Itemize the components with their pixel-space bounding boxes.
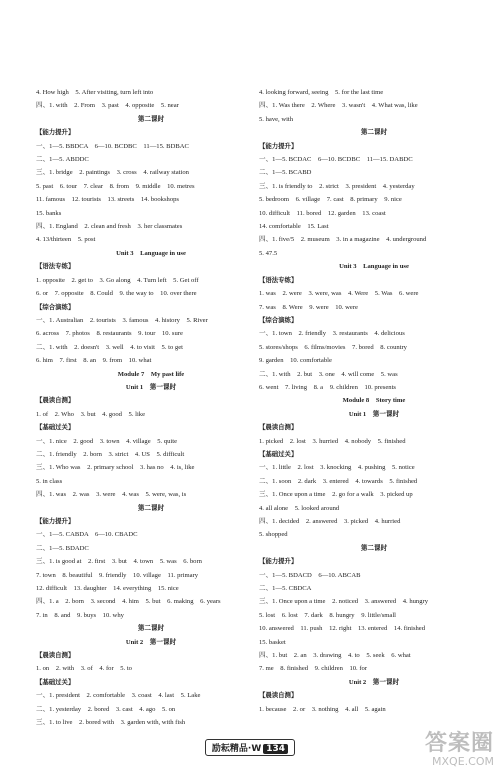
answer-line: 5. 47.5 [259,249,278,257]
answer-line: Unit 3 Language in use [116,249,186,257]
answer-line: 四、1. but 2. an 3. drawing 4. to 5. seek 6. what [259,652,411,660]
answer-line: 4. all alone 5. looked around [259,504,340,512]
answer-line: 【能力提升】 [36,128,75,137]
answer-line: 7. in 8. and 9. buys 10. why [36,611,124,619]
answer-line: 三、1. Once upon a time 2. go for a walk 3. picked up [259,491,413,499]
answer-line: 15. banks [36,209,62,217]
answer-line: 一、1. town 2. friendly 3. restaurants 4. delicious [259,330,405,338]
answer-line: 四、1. decided 2. answered 3. picked 4. hurried [259,518,401,525]
brand-badge [205,739,295,756]
answer-line: 6. went 7. living 8. a 9. children 10. presents [259,383,396,391]
answer-line: 二、1—5. ABDDC [36,156,89,164]
answer-line: 一、1. nice 2. good 3. town 4. village 5. quite [36,437,178,445]
answer-line: 5. shopped [259,531,288,539]
watermark-text: 答案圈 [424,731,494,756]
answer-line: 第二课时 [360,544,388,552]
answer-line: 5. bedroom 6. village 7. cast 8. primary 9. nice [259,196,402,204]
answer-line: 二、1—5. BDADC [36,544,89,552]
answer-line: 四、1. England 2. clean and fresh 3. her classmates [36,223,183,231]
answer-line: 5. in class [36,477,63,485]
answer-line: Module 8 Story time [342,397,406,405]
answer-line: 【基础过关】 [259,449,298,458]
answer-line: 三、1. Who was 2. primary school 3. has no 4. is, like [36,464,195,472]
answer-line: Unit 3 Language in use [339,263,409,271]
answer-line: 4. 13/thirteen 5. post [36,236,96,244]
answer-line: 10. difficult 11. bored 12. garden 13. coast [259,209,386,217]
answer-line: 5. past 6. tour 7. clear 8. from 9. middle 10. metres [36,182,195,190]
answer-line: 第二课时 [137,115,165,123]
answer-line: 第二课时 [360,129,388,137]
answer-line: 【晨读自测】 [36,396,75,405]
answer-line: 1. was 2. were 3. were, was 4. Were 5. Was 6. were [259,290,419,298]
answer-line: 14. comfortable 15. Last [259,223,329,231]
answer-line: 6. him 7. first 8. an 9. from 10. what [36,357,152,365]
answer-line: 【语法专练】 [36,262,75,271]
answer-line: 二、1. yesterday 2. bored 3. cast 4. ago 5. on [36,705,176,713]
answer-line: 三、1. is good at 2. first 3. but 4. town 5. was 6. born [36,558,202,566]
answer-line: 【晨读自测】 [36,651,75,660]
answer-line: 二、1. with 2. but 3. one 4. will come 5. was [259,370,398,378]
answer-line: 一、1. little 2. lost 3. knocking 4. pushing 5. notice [259,464,415,472]
answer-line: 6. across 7. photos 8. restaurants 9. tour 10. sure [36,330,183,338]
answer-line: 第二课时 [137,625,165,633]
answer-line: 【晨读自测】 [259,423,298,432]
watermark-url: MXQE.COM [432,755,494,768]
answer-line: 三、1. Once upon a time 2. noticed 3. answered 4. hungry [259,598,429,606]
page-number: 134 [263,744,288,754]
answer-line: 一、1—5. CABDA 6—10. CBADC [36,531,138,539]
answer-line: 二、1—5. CBDCA [259,585,312,593]
answer-line: 【晨读自测】 [259,691,298,700]
answer-line: 三、1. is friendly to 2. strict 3. president 4. yesterday [259,182,415,190]
answer-line: 【能力提升】 [259,141,298,150]
answer-line: 【基础过关】 [36,423,75,432]
answer-line: 11. famous 12. tourists 13. streets 14. bookshops [36,196,179,204]
answer-line: Unit 1 第一课时 [348,410,400,418]
answer-line: Module 7 My past life [117,370,185,378]
answer-line: 10. answered 11. push 12. right 13. entered 14. finished [259,625,426,633]
answer-line: 三、1. to live 2. bored with 3. garden with, with fish [36,719,186,727]
answer-line: 7. town 8. beautiful 9. friendly 10. village 11. primary [36,571,199,579]
right-answer-column [259,86,489,716]
answer-line: 四、1. with 2. From 3. past 4. opposite 5. near [36,102,179,110]
answer-line: 四、1. a 2. born 3. second 4. him 5. but 6. making 6. years [36,598,221,606]
answer-line: 一、1. president 2. comfortable 3. coast 4. last 5. Lake [36,692,201,700]
answer-line: 1. of 2. Who 3. but 4. good 5. like [36,410,146,418]
brand-name: 励耘精品·W [211,744,262,754]
answer-line: 一、1—5. BDACD 6—10. ABCAB [259,571,361,579]
answer-line: Unit 2 第一课时 [125,638,177,646]
answer-line: 1. on 2. with 3. of 4. for 5. to [36,665,132,673]
answer-line: 12. difficult 13. daughter 14. everything 15. nice [36,585,179,593]
answer-line: 7. was 8. Were 9. were 10. were [259,303,358,311]
answer-line: 【能力提升】 [36,517,75,525]
watermark [425,732,494,768]
answer-line: 1. opposite 2. get to 3. Go along 4. Turn left 5. Get off [36,276,199,284]
answer-line: 四、1. Was there 2. Where 3. wasn't 4. What was, like [259,102,418,110]
answer-line: 9. garden 10. comfortable [259,357,332,365]
answer-line: 一、1—5. BBDCA 6—10. BCDBC 11—15. BDBAC [36,142,189,150]
answer-line: 四、1. five/5 2. museum 3. in a magazine 4. underground [259,236,427,244]
answer-line: 【能力提升】 [259,557,298,566]
answer-line: 4. looking forward, seeing 5. for the last time [259,89,384,96]
answer-line: Unit 2 第一课时 [348,678,400,686]
answer-line: 一、1—5. BCDAC 6—10. BCDBC 11—15. DABDC [259,156,413,164]
answer-line: Unit 1 第一课时 [125,383,177,391]
answer-line: 二、1—5. BCABD [259,169,312,177]
answer-line: 二、1. with 2. doesn't 3. well 4. to visit 5. to get [36,343,183,351]
answer-line: 4. How high 5. After visiting, turn left into [36,89,154,96]
answer-line: 第二课时 [137,504,165,512]
left-answer-column [36,86,266,730]
answer-line: 一、1. Australian 2. tourists 3. famous 4. history 5. River [36,316,208,324]
answer-line: 【综合演练】 [259,315,298,324]
answer-line: 7. me 8. finished 9. children 10. for [259,665,368,673]
answer-line: 四、1. was 2. was 3. were 4. was 5. were, was, is [36,491,187,499]
answer-line: 5. have, with [259,115,294,123]
answer-line: 5. lost 6. lost 7. dark 8. hungry 9. little/small [259,611,396,619]
answer-line: 二、1. friendly 2. born 3. strict 4. US 5. difficult [36,450,185,458]
answer-line: 1. picked 2. lost 3. hurried 4. nobody 5. finished [259,437,406,445]
answer-line: 6. or 7. opposite 8. Could 9. the way to 10. over there [36,290,197,298]
answer-line: 三、1. bridge 2. paintings 3. cross 4. railway station [36,169,189,177]
answer-line: 【语法专练】 [259,275,298,284]
answer-line: 【基础过关】 [36,677,75,686]
answer-line: 1. because 2. or 3. nothing 4. all 5. again [259,705,386,713]
answer-line: 【综合演练】 [36,302,75,311]
answer-line: 二、1. soon 2. dark 3. entered 4. towards 5. finished [259,477,418,485]
answer-line: 15. basket [259,638,286,646]
answer-line: 5. stores/shops 6. films/movies 7. bored 8. country [259,343,407,351]
